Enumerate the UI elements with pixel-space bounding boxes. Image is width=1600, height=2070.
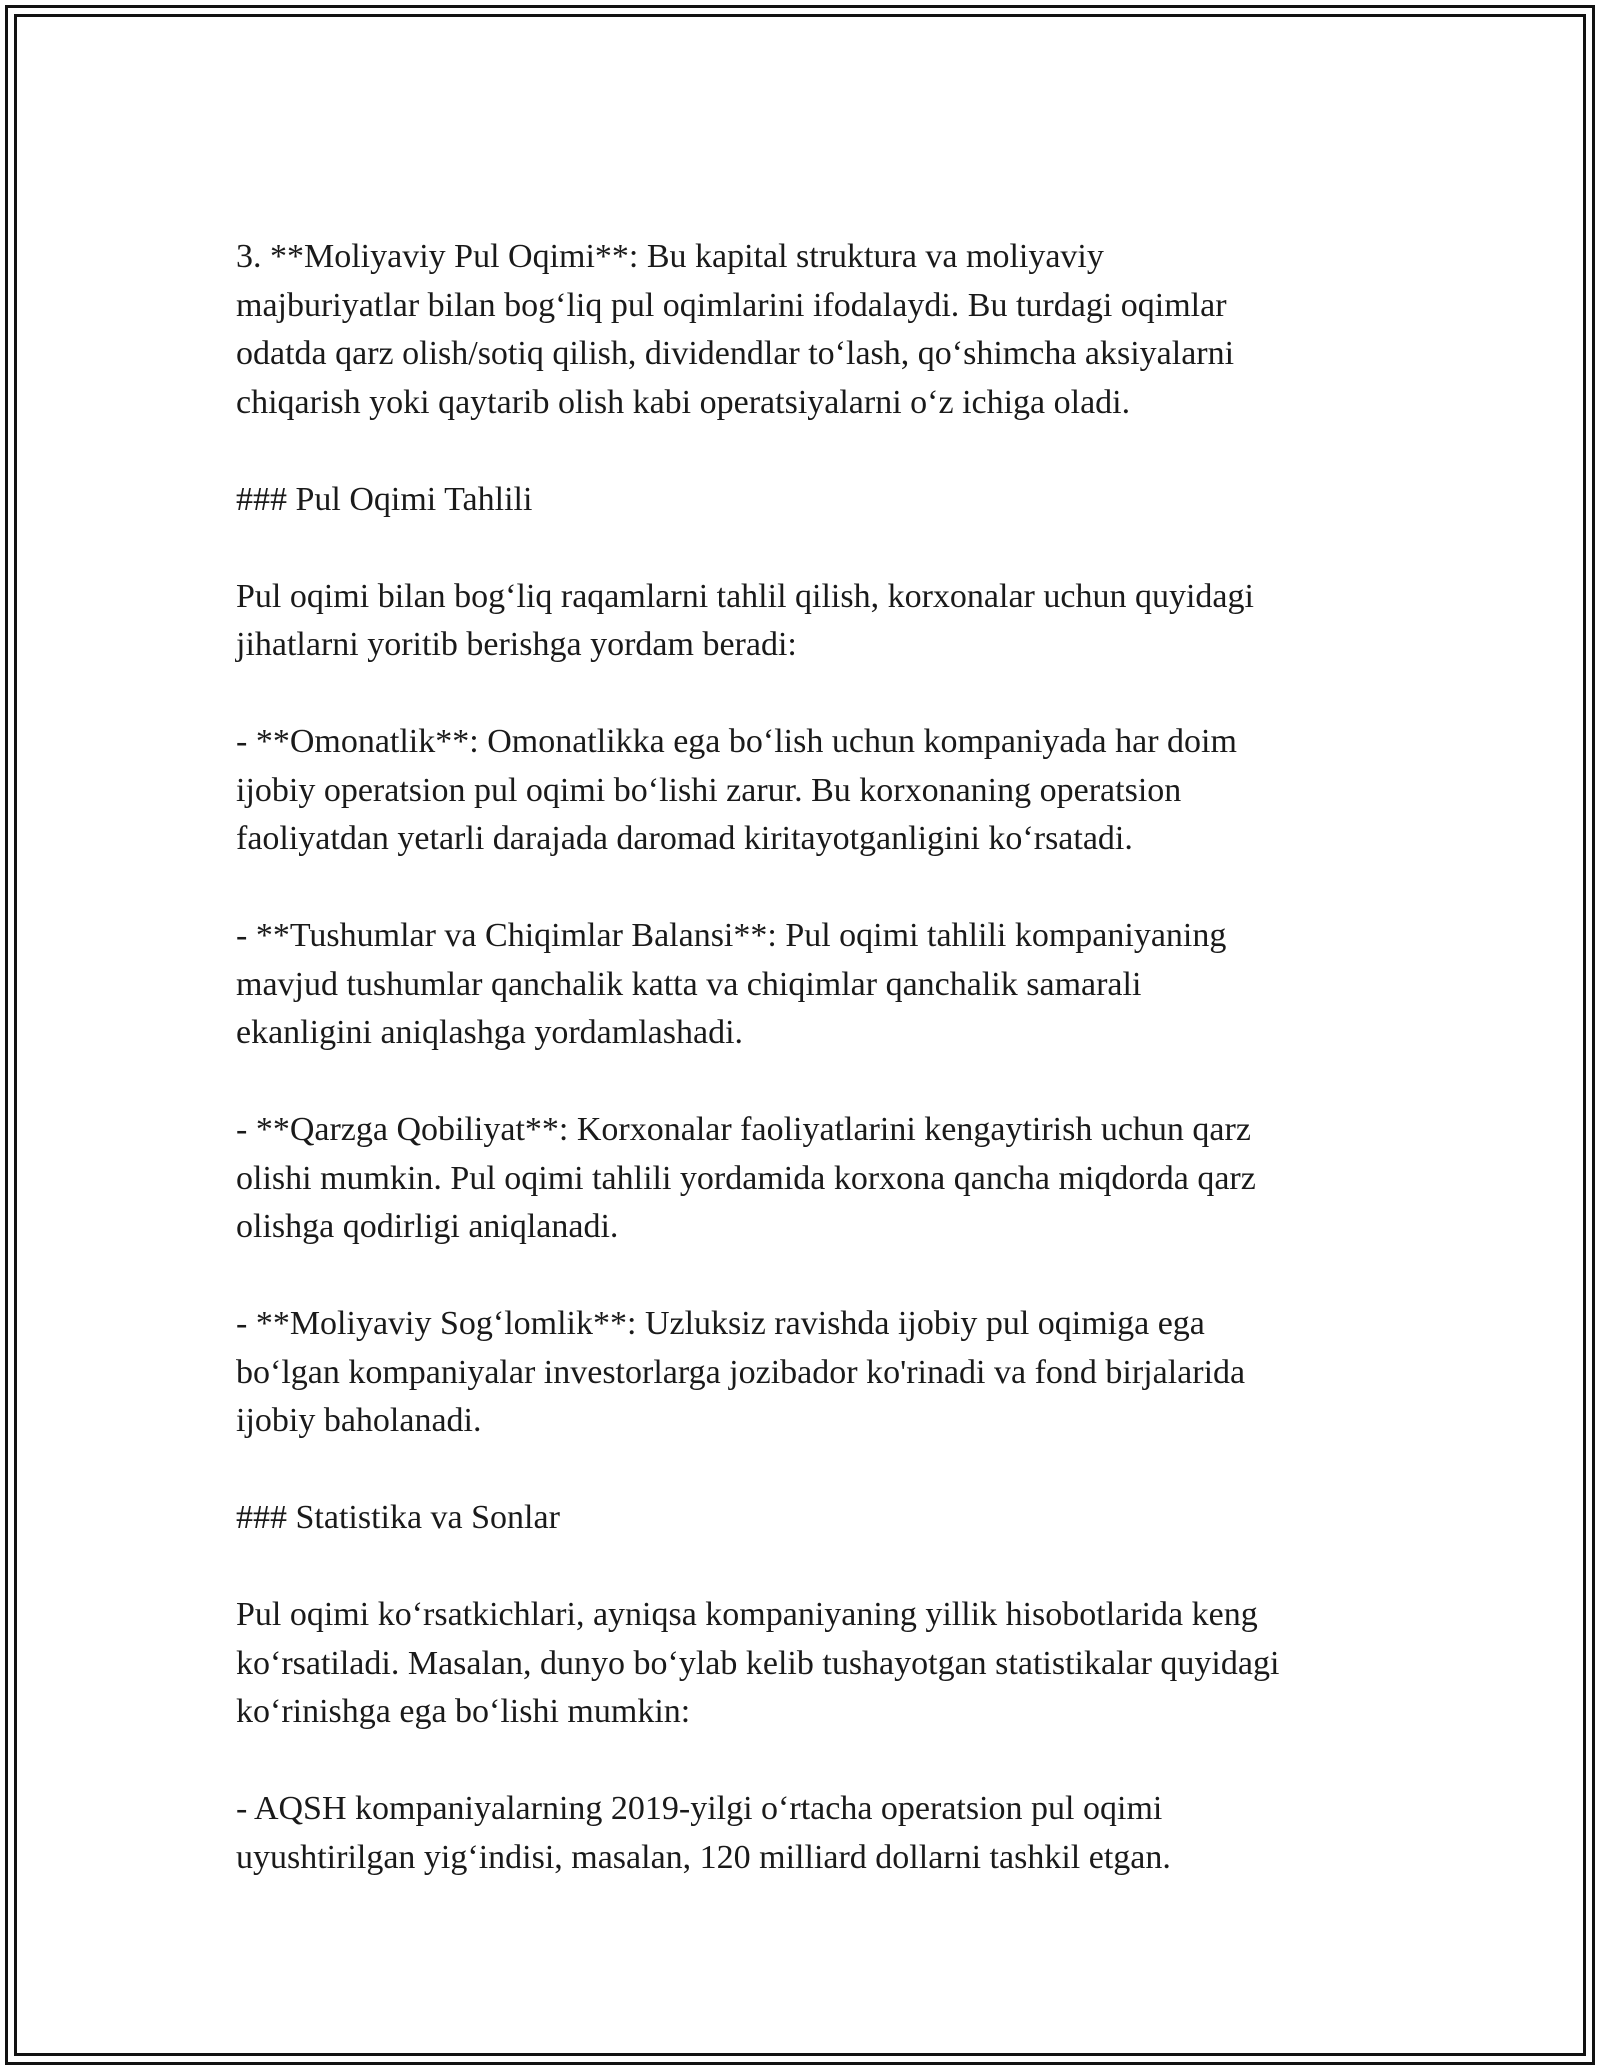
heading-text: ### Statistika va Sonlar <box>236 1499 560 1536</box>
text-line: faoliyatdan yetarli darajada daromad kiritayotganligini ko‘rsatadi. <box>236 820 1133 857</box>
text-line: odatda qarz olish/sotiq qilish, dividendlar to‘lash, qo‘shimcha aksiyalarni <box>236 335 1235 372</box>
text-line: jihatlarni yoritib berishga yordam beradi: <box>236 626 797 663</box>
text-line: - **Omonatlik**: Omonatlikka ega bo‘lish uchun kompaniyada har doim <box>236 723 1237 760</box>
text-line: ijobiy operatsion pul oqimi bo‘lishi zarur. Bu korxonaning operatsion <box>236 771 1182 809</box>
text-line: ko‘rsatiladi. Masalan, dunyo bo‘ylab kelib tushayotgan statistikalar quyidagi <box>236 1644 1280 1682</box>
text-line: ijobiy baholanadi. <box>236 1402 482 1439</box>
heading-text: ### Pul Oqimi Tahlili <box>236 480 533 518</box>
text-line: ekanligini aniqlashga yordamlashadi. <box>236 1014 744 1051</box>
document-body <box>236 233 1376 1931</box>
list-item-debt-capacity <box>236 1106 1376 1252</box>
heading-cash-flow-analysis <box>236 476 1376 525</box>
text-line: olishga qodirligi aniqlanadi. <box>236 1208 619 1245</box>
text-line: majburiyatlar bilan bog‘liq pul oqimlarini ifodalaydi. Bu turdagi oqimlar <box>236 286 1227 324</box>
list-item-financial-health <box>236 1300 1376 1446</box>
text-line: bo‘lgan kompaniyalar investorlarga jozibador ko'rinadi va fond birjalarida <box>236 1353 1246 1391</box>
text-line: Pul oqimi bilan bog‘liq raqamlarni tahlil qilish, korxonalar uchun quyidagi <box>236 577 1254 615</box>
text-line: 3. **Moliyaviy Pul Oqimi**: Bu kapital struktura va moliyaviy <box>236 238 1104 275</box>
heading-statistics <box>236 1494 1376 1543</box>
list-item-income-expense-balance <box>236 912 1376 1058</box>
text-line: mavjud tushumlar qanchalik katta va chiqimlar qanchalik samarali <box>236 965 1142 1003</box>
text-line: - **Tushumlar va Chiqimlar Balansi**: Pul oqimi tahlili kompaniyaning <box>236 917 1227 954</box>
paragraph-statistics-intro <box>236 1591 1376 1737</box>
list-item-omonatlik <box>236 718 1376 864</box>
text-line: - AQSH kompaniyalarning 2019-yilgi o‘rtacha operatsion pul oqimi <box>236 1790 1163 1827</box>
paragraph-financial-cash-flow <box>236 233 1376 427</box>
text-line: - **Moliyaviy Sog‘lomlik**: Uzluksiz ravishda ijobiy pul oqimiga ega <box>236 1305 1205 1342</box>
text-line: uyushtirilgan yig‘indisi, masalan, 120 milliard dollarni tashkil etgan. <box>236 1838 1171 1876</box>
text-line: Pul oqimi ko‘rsatkichlari, ayniqsa kompaniyaning yillik hisobotlarida keng <box>236 1596 1258 1633</box>
text-line: ko‘rinishga ega bo‘lishi mumkin: <box>236 1693 691 1730</box>
list-item-usa-statistic <box>236 1785 1376 1882</box>
text-line: olishi mumkin. Pul oqimi tahlili yordamida korxona qancha miqdorda qarz <box>236 1159 1256 1197</box>
paragraph-analysis-intro <box>236 573 1376 670</box>
text-line: - **Qarzga Qobiliyat**: Korxonalar faoliyatlarini kengaytirish uchun qarz <box>236 1111 1251 1148</box>
text-line: chiqarish yoki qaytarib olish kabi operatsiyalarni o‘z ichiga oladi. <box>236 383 1131 421</box>
